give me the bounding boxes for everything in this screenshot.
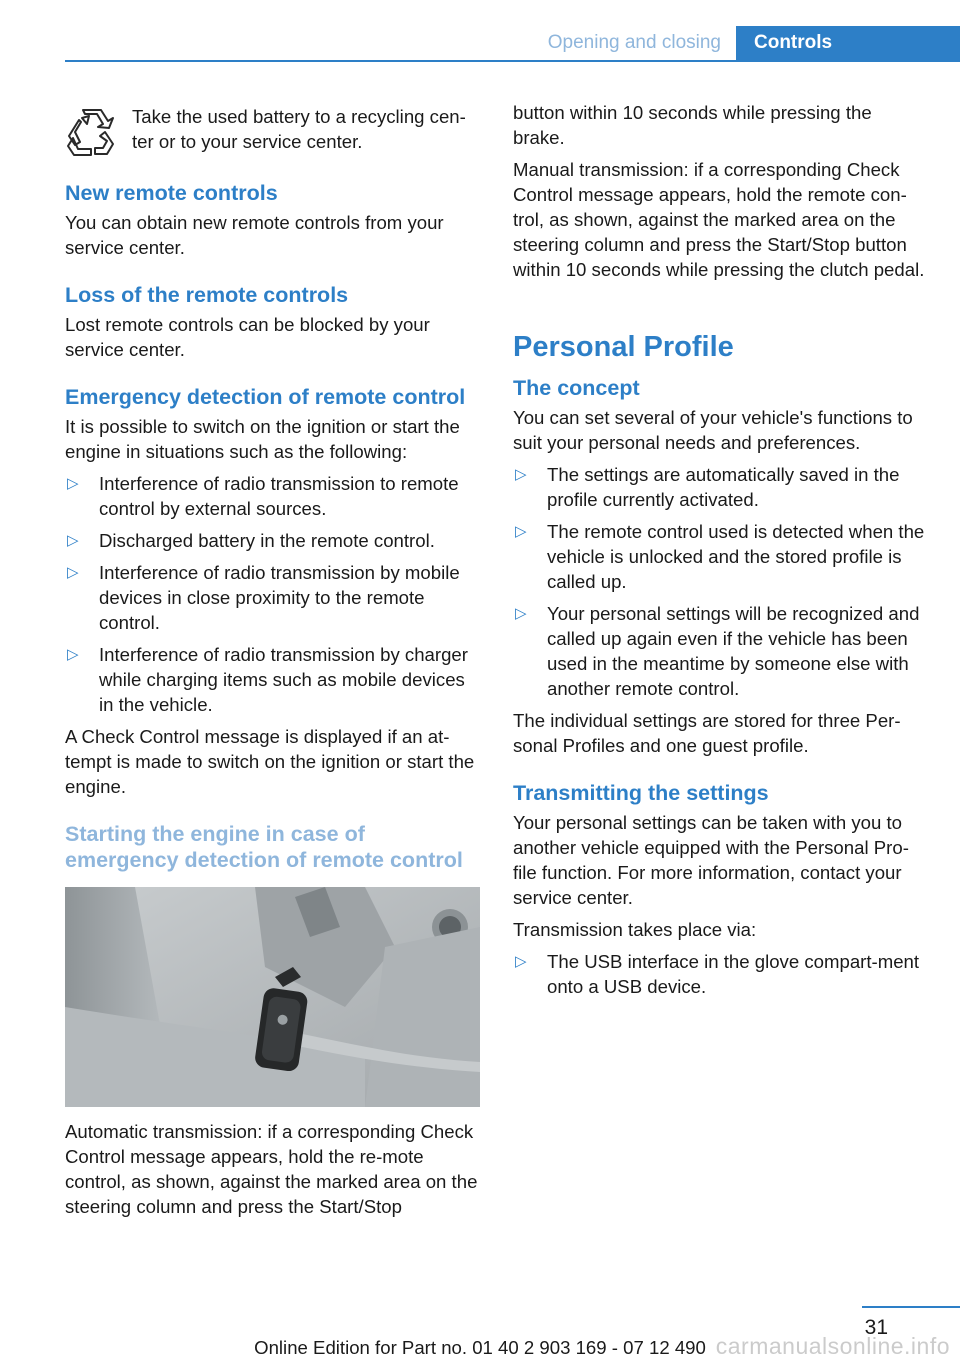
heading-transmitting: Transmitting the settings xyxy=(513,781,769,805)
heading-personal-profile: Personal Profile xyxy=(513,331,734,363)
transmitting-list xyxy=(513,949,928,999)
recycle-note-text: Take the used battery to a recycling cen‐ter or to your service center. xyxy=(132,106,466,152)
list-item: ▷ Discharged battery in the remote control. xyxy=(67,530,435,551)
triangle-right-icon: ▷ xyxy=(67,532,79,549)
concept-intro: You can set several of your vehicle's functions to suit your personal needs and preferences. xyxy=(513,407,913,453)
list-item: ▷ Your personal settings will be recognized and called up again even if the vehicle has been used in the meantime by someone else with another remote control. xyxy=(515,603,920,699)
heading-starting: Starting the engine in case of emergency detection of remote control xyxy=(65,822,463,872)
emergency-list xyxy=(65,471,480,717)
recycle-icon xyxy=(65,100,132,158)
emergency-intro: It is possible to switch on the ignition or start the engine in situations such as the following: xyxy=(65,416,460,462)
triangle-right-icon: ▷ xyxy=(67,564,79,581)
heading-emergency: Emergency detection of remote control xyxy=(65,385,466,409)
right-column xyxy=(513,100,928,1006)
header-section-title: Opening and closing xyxy=(547,32,721,53)
triangle-right-icon: ▷ xyxy=(67,646,79,663)
triangle-right-icon: ▷ xyxy=(67,475,79,492)
starting-caption: Automatic transmission: if a corresponding Check Control message appears, hold the re‐mote control, as shown, against the marked area on the steering column and press the Start/Stop xyxy=(65,1121,478,1217)
triangle-right-icon: ▷ xyxy=(515,953,527,970)
concept-list xyxy=(513,462,928,701)
transmitting-text: Your personal settings can be taken with you to another vehicle equipped with the Personal Pro‐file function. For more information, contact your service center. xyxy=(513,812,909,908)
transmitting-via: Transmission takes place via: xyxy=(513,919,757,940)
header-rule xyxy=(65,60,960,62)
list-item: ▷ Interference of radio transmission by mobile devices in close proximity to the remote control. xyxy=(67,562,460,633)
list-item: ▷ Interference of radio transmission by charger while charging items such as mobile devices in the vehicle. xyxy=(67,644,468,715)
watermark: carmanualsonline.info xyxy=(715,1333,950,1359)
edition-line: Online Edition for Part no. 01 40 2 903 169 - 07 12 490 xyxy=(254,1337,706,1358)
new-remote-text: You can obtain new remote controls from your service center. xyxy=(65,212,444,258)
emergency-after: A Check Control message is displayed if an at‐tempt is made to switch on the ignition or start the engine. xyxy=(65,726,475,797)
triangle-right-icon: ▷ xyxy=(515,466,527,483)
list-item: ▷ Interference of radio transmission to remote control by external sources. xyxy=(67,473,459,519)
page-number: 31 xyxy=(864,1316,888,1339)
triangle-right-icon: ▷ xyxy=(515,523,527,540)
list-item: ▷ The USB interface in the glove compart‐ment onto a USB device. xyxy=(515,951,920,997)
continued-text: button within 10 seconds while pressing the brake. xyxy=(513,102,872,148)
left-column xyxy=(65,100,480,1226)
list-item: ▷ The remote control used is detected when the vehicle is unlocked and the stored profile is called up. xyxy=(515,521,925,592)
steering-column-illustration xyxy=(65,887,480,1107)
triangle-right-icon: ▷ xyxy=(515,605,527,622)
heading-loss: Loss of the remote controls xyxy=(65,283,349,307)
page-header xyxy=(0,0,960,62)
heading-new-remote: New remote controls xyxy=(65,181,278,205)
loss-text: Lost remote controls can be blocked by your service center. xyxy=(65,314,430,360)
footer-rule xyxy=(862,1306,960,1308)
header-chapter-tab: Controls xyxy=(736,26,960,62)
manual-transmission-text: Manual transmission: if a corresponding Check Control message appears, hold the remote con‐trol, as shown, against the marked area on the steering column and press the Start/Stop button within 10 seconds while pressing the clutch pedal. xyxy=(513,159,925,280)
recycle-note xyxy=(65,100,480,158)
heading-concept: The concept xyxy=(513,376,640,400)
concept-after: The individual settings are stored for three Per‐sonal Profiles and one guest profile. xyxy=(513,710,901,756)
list-item: ▷ The settings are automatically saved in the profile currently activated. xyxy=(515,464,900,510)
steering-column-figure xyxy=(65,887,480,1107)
